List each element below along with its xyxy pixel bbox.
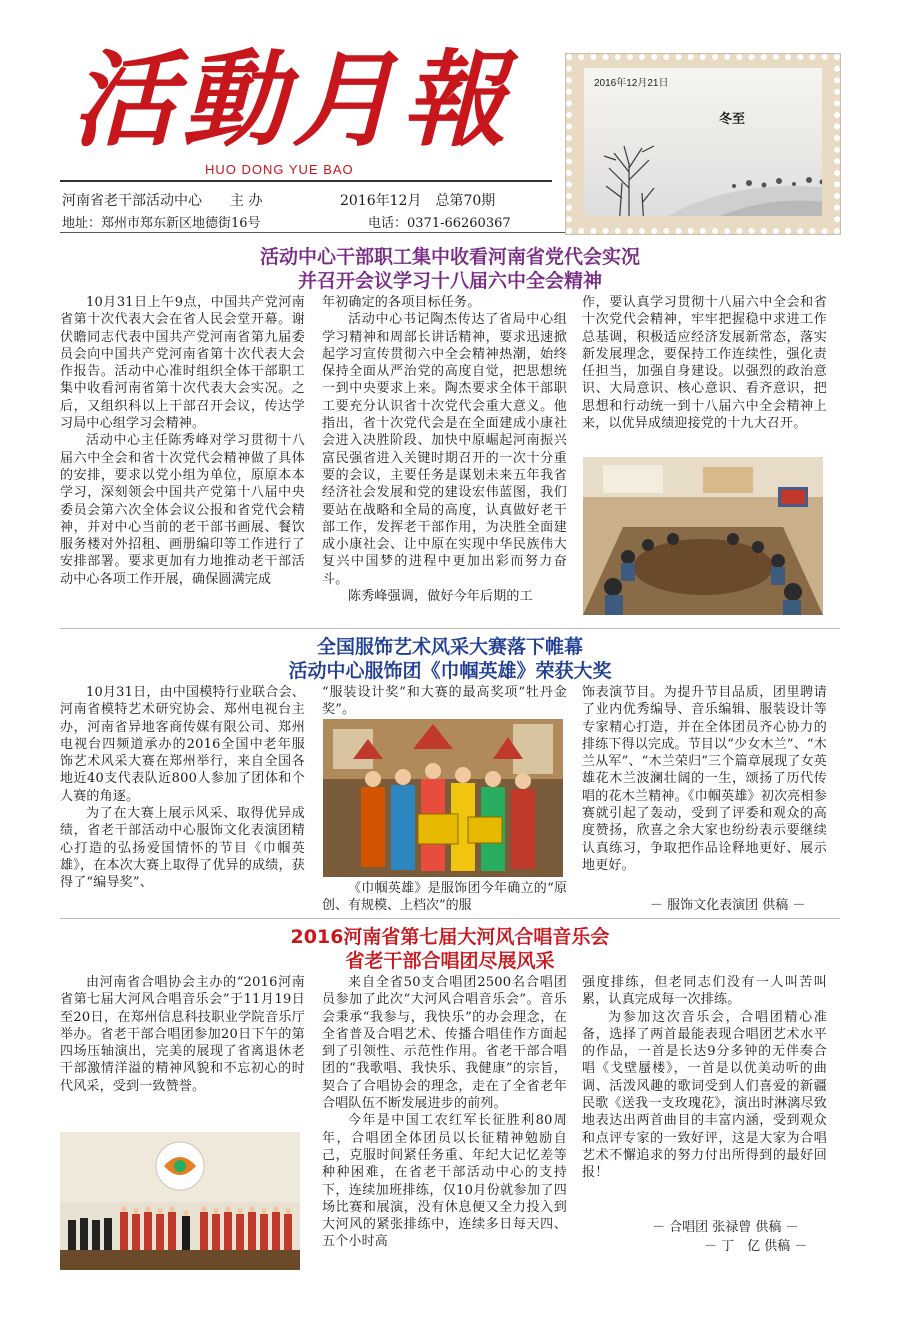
masthead-pinyin: HUO DONG YUE BAO xyxy=(205,162,354,177)
costume-team-photo xyxy=(323,719,563,877)
article1-headline-line2: 并召开会议学习十八届六中全会精神 xyxy=(297,270,602,292)
article3-headline-line1: 2016河南省第七届大河风合唱音乐会 xyxy=(290,926,610,948)
article3-column1 xyxy=(60,974,305,1130)
masthead-title: 活動月報 xyxy=(72,38,513,161)
article1-column2 xyxy=(322,294,567,626)
article2-column1 xyxy=(60,684,305,914)
article2-headline-line1: 全国服饰艺术风采大赛落下帷幕 xyxy=(316,636,583,658)
article1-col1-paragraph1: 10月31日上午9点，中国共产党河南省第十次代表大会在省人民会堂开幕。谢伏瞻同志代表中国共产党河南省第九届委员会向中国共产党河南省第十次代表大会作报告。活动中心准时组织全体干部职工集中收看河南省第十次代表大会实况。之后，又组织科以上干部召开会议，传达学习局中心组学习会精神。 xyxy=(60,295,305,432)
article1-col2-paragraph2: 活动中心书记陶杰传达了省局中心组学习精神和周部长讲话精神，要求迅速掀起学习宣传贯彻六中全会精神热潮，始终保持全面从严治党的高度自觉，把思想统一到中央要求上来。陶杰要求全体干部职工要充分认识省十次党代会重大意义。他指出，省十次党代会是在全面建成小康社会进入决胜阶段、加快中原崛起河南振兴富民强省进入关键时期召开的一次十分重要的会议，主要任务是谋划未来五年我省经济社会发展和党的建设宏伟蓝图，我们要站在战略和全局的高度，认真做好老干部工作，发挥老干部作用，为决胜全面建成小康社会、让中原在实现中华民族伟大复兴中国梦的进程中更加出彩而努力奋斗。 xyxy=(322,312,567,587)
date-stamp xyxy=(566,54,840,234)
article2-col2-text: “服装设计奖”和大赛的最高奖项“牡丹金奖”。 xyxy=(322,685,567,718)
article3-column3 xyxy=(582,974,827,1204)
article3-col1-paragraph1: 由河南省合唱协会主办的“2016河南省第七届大河风合唱音乐会”于11月19日至20日，在郑州信息科技职业学院音乐厅举办。省老干部合唱团参加20日下午的第四场压轴演出，完美的展现了省离退休老干部激情洋溢的精神风貌和不忘初心的时代风采，受到一致赞誉。 xyxy=(60,975,305,1094)
article1-col2-paragraph3: 陈秀峰强调，做好今年后期的工 xyxy=(348,589,533,605)
masthead-phone: 电话：0371-66260367 xyxy=(368,216,511,231)
article2-column2-top xyxy=(322,684,567,720)
meeting-room-image xyxy=(583,457,823,615)
article2-col1-paragraph2: 为了在大赛上展示风采、取得优异成绩，省老干部活动中心服饰文化表演团精心打造的弘扬爱国情怀的节目《巾帼英雄》，在本次大赛上取得了优异的成绩，获得了“编导奖”、 xyxy=(60,806,305,891)
choir-concert-photo xyxy=(60,1132,300,1270)
masthead-address: 地址：郑州市郑东新区地德街16号 xyxy=(62,216,261,231)
article2-caption-text: 《巾帼英雄》是服饰团今年确立的“原创、有规模、上档次”的服 xyxy=(322,881,567,914)
article1-column1 xyxy=(60,294,305,626)
costume-team-image xyxy=(323,719,563,877)
meeting-photo xyxy=(583,457,823,615)
article2-credit: － 服饰文化表演团 供稿 － xyxy=(650,898,806,913)
article-divider-2 xyxy=(60,918,840,919)
article1-col1-paragraph2: 活动中心主任陈秀峰对学习贯彻十八届六中全会和省十次党代会精神做了具体的安排，要求以党小组为单位，原原本本学习，深刻领会中国共产党第十八届中央委员会第六次全体会议公报和省党代会精神，并对中心当前的老干部书画展、餐饮服务楼对外招租、画册编印等工作进行了安排部署。要求更加有力地推动老干部活动中心各项工作开展，确保圆满完成 xyxy=(60,433,305,587)
winter-landscape-image xyxy=(584,68,822,216)
stamp-winter-landscape xyxy=(584,68,822,216)
article1-headline-line1: 活动中心干部职工集中收看河南省党代会实况 xyxy=(259,246,640,268)
article3-col3-paragraph2: 为参加这次音乐会，合唱团精心准备，选择了两首最能表现合唱团艺术水平的作品，一首是长达9分多钟的无伴奏合唱《戈壁蜃楼》，一首是以优美动听的曲调、活泼风趣的歌词受到人们喜爱的新疆民歌《送我一支玫瑰花》，演出时淋漓尽致地表达出两首曲目的丰富内涵，受到观众和点评专家的一致好评，这是大家为合唱艺术不懈追求的努力付出所得到的最好回报！ xyxy=(582,1009,827,1181)
stamp-date: 2016年12月21日 xyxy=(594,78,669,89)
article3-col2-paragraph1: 来自全省50支合唱团2500名合唱团员参加了此次“大河风合唱音乐会”。音乐会秉承“我参与，我快乐”的办会理念，在全省普及合唱艺术、传播合唱佳作方面起到了引领性、示范性作用。省老干部合唱团的“我歌唱、我快乐、我健康”的宗旨，契合了合唱协会的理念，走在了全省老年合唱队伍不断发展进步的前列。 xyxy=(322,975,567,1112)
masthead-rule xyxy=(60,180,552,182)
article1-col2-paragraph1: 年初确定的各项目标任务。 xyxy=(322,295,481,310)
masthead-host: 河南省老干部活动中心 主 办 xyxy=(62,193,263,209)
article1-column3 xyxy=(582,294,827,454)
article3-col2-paragraph2: 今年是中国工农红军长征胜利80周年，合唱团全体团员以长征精神勉励自己，克服时间紧任务重、年纪大记忆差等种种困难，在省老干部活动中心的支持下，连续加班排练，仅10月份就参加了四场比赛和展演，没有休息便又全力投入到大河风的紧张排练中，连续多日每天四、五个小时高 xyxy=(322,1113,567,1250)
article2-col3-paragraph1: 饰表演节目。为提升节目品质，团里聘请了业内优秀编导、音乐编辑、服装设计等专家精心打造，并在全体团员齐心协力的排练下得以完成。节目以“少女木兰”、“木兰从军”、“木兰荣归”三个篇章展现了女英雄花木兰波澜壮阔的一生，颂扬了历代传唱的花木兰精神。《巾帼英雄》初次亮相参赛就引起了轰动，受到了评委和观众的高度赞扬，欣喜之余大家也纷纷表示要继续认真练习，争取把作品诠释地更好、展示地更好。 xyxy=(582,685,827,873)
article3-headline-line2: 省老干部合唱团尽展风采 xyxy=(345,950,555,972)
article2-photo-caption xyxy=(322,880,567,916)
article3-credit-choir: － 合唱团 张禄曾 供稿 － xyxy=(652,1220,799,1235)
article1-col3-paragraph1: 作，要认真学习贯彻十八届六中全会和省十次党代会精神，牢牢把握稳中求进工作总基调，积极适应经济发展新常态，落实新发展理念，要保持工作连续性，强化责任担当，加强自身建设。以强烈的政治意识、大局意识、核心意识、看齐意识，把思想和行动统一到十八届六中全会精神上来，以优异成绩迎接党的十九大召开。 xyxy=(582,295,827,432)
article3-col3-paragraph1: 强度排练，但老同志们没有一人叫苦叫累，认真完成每一次排练。 xyxy=(582,975,827,1008)
article3-credit-author: － 丁 亿 供稿 － xyxy=(704,1239,808,1254)
article2-col1-paragraph1: 10月31日，由中国模特行业联合会、河南省模特艺术研究协会、郑州电视台主办，河南省异地客商传媒有限公司、郑州电视台四频道承办的2016全国中老年服饰艺术风采大赛在郑州举行，来自全国各地近40支代表队近800人参加了团体和个人赛的角逐。 xyxy=(60,685,305,804)
article2-column3 xyxy=(582,684,827,894)
stamp-solar-term: 冬至 xyxy=(719,112,746,127)
choir-stage-image xyxy=(60,1132,300,1270)
article3-column2 xyxy=(322,974,567,1274)
article-divider-1 xyxy=(60,628,840,629)
article2-headline-line2: 活动中心服饰团《巾帼英雄》荣获大奖 xyxy=(288,660,612,682)
masthead-issue: 2016年12月 总第70期 xyxy=(340,193,496,209)
